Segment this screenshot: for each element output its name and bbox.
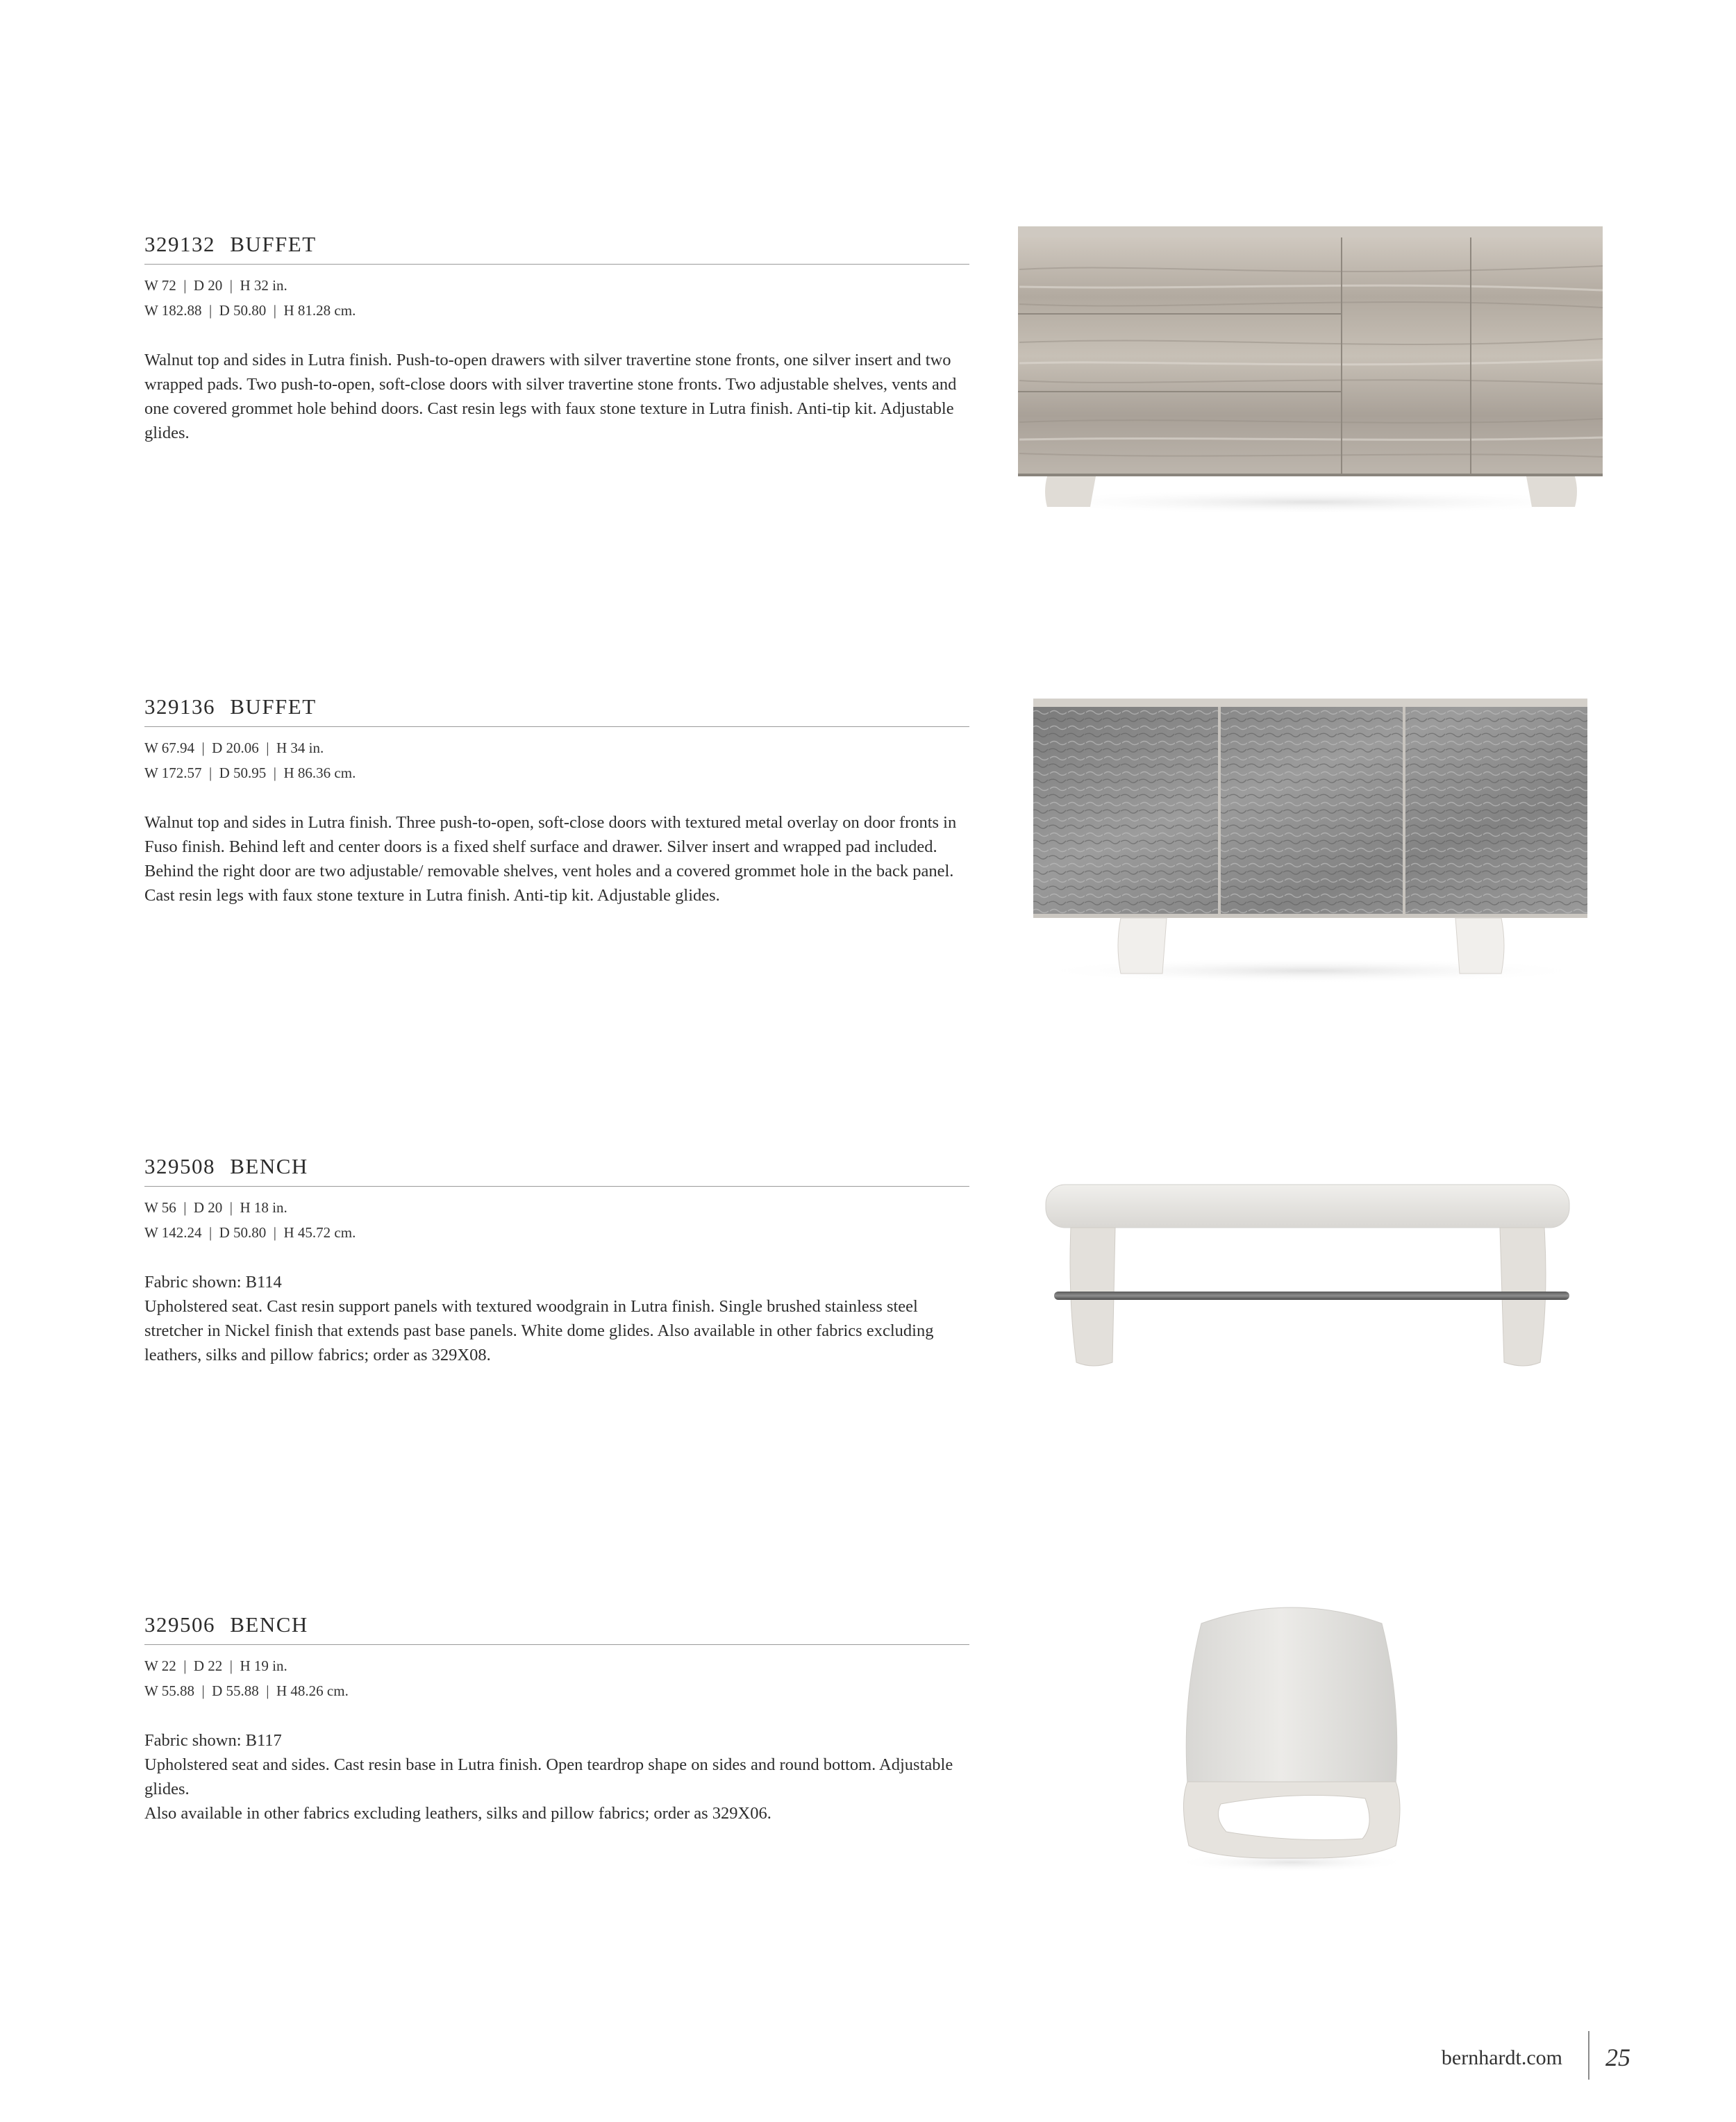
footer-website: bernhardt.com	[1441, 2046, 1562, 2069]
product-availability: Also available in other fabrics excluding leathers, silks and pillow fabrics; order as 329X06.	[144, 1804, 771, 1823]
footer-divider	[1588, 2031, 1589, 2080]
dimensions-centimeters: W 172.57 | D 50.95 | H 86.36 cm.	[144, 765, 356, 781]
dimensions-inches: W 22 | D 22 | H 19 in.	[144, 1657, 287, 1674]
bench-upholstered-image	[1040, 1180, 1582, 1375]
product-code: 329508	[144, 1154, 215, 1178]
dimensions-centimeters: W 182.88 | D 50.80 | H 81.28 cm.	[144, 302, 356, 319]
product-description-block	[144, 810, 969, 908]
product-title	[144, 1153, 969, 1187]
buffet-textured-metal-image	[1030, 693, 1593, 985]
product-dimensions	[144, 1195, 969, 1245]
product-description: Upholstered seat and sides. Cast resin base in Lutra finish. Open teardrop shape on sides and round bottom. Adjustable glides.	[144, 1755, 953, 1798]
product-name: BUFFET	[230, 232, 317, 256]
product-description: Upholstered seat. Cast resin support panels with textured woodgrain in Lutra finish. Single brushed stainless steel stretcher in Nickel finish that extends past base panels. White dome glides. Also available in other fabrics excluding leathers, silks and pillow fabrics; order as 329X08.	[144, 1297, 934, 1364]
product-title	[144, 693, 969, 727]
dimensions-centimeters: W 142.24 | D 50.80 | H 45.72 cm.	[144, 1224, 356, 1241]
product-fabric: Fabric shown: B114	[144, 1273, 282, 1292]
dimensions-inches: W 56 | D 20 | H 18 in.	[144, 1199, 287, 1216]
product-description-block	[144, 348, 969, 445]
product-name: BENCH	[230, 1612, 308, 1637]
product-code: 329132	[144, 232, 215, 256]
product-code: 329136	[144, 694, 215, 719]
product-dimensions	[144, 273, 969, 323]
product-description-block	[144, 1728, 969, 1826]
product-fabric: Fabric shown: B117	[144, 1731, 282, 1750]
product-description: Walnut top and sides in Lutra finish. Push-to-open drawers with silver travertine stone fronts, one silver insert and two wrapped pads. Two push-to-open, soft-close doors with silver travertine stone fronts. Two adjustable shelves, vents and one covered grommet hole behind doors. Cast resin legs with faux stone texture in Lutra finish. Anti-tip kit. Adjustable glides.	[144, 351, 957, 442]
dimensions-inches: W 67.94 | D 20.06 | H 34 in.	[144, 740, 324, 756]
dimensions-inches: W 72 | D 20 | H 32 in.	[144, 277, 287, 294]
bench-teardrop-image	[1160, 1596, 1424, 1873]
product-name: BENCH	[230, 1154, 308, 1178]
product-dimensions	[144, 735, 969, 785]
product-description: Walnut top and sides in Lutra finish. Three push-to-open, soft-close doors with textured metal overlay on door fronts in Fuso finish. Behind left and center doors is a fixed shelf surface and drawer. Silver insert and wrapped pad included. Behind the right door are two adjustable/ removable shelves, vent holes and a covered grommet hole in the back panel. Cast resin legs with faux stone texture in Lutra finish. Anti-tip kit. Adjustable glides.	[144, 813, 957, 905]
product-title	[144, 1611, 969, 1645]
buffet-travertine-image	[1012, 221, 1610, 512]
page-number: 25	[1605, 2044, 1630, 2071]
product-dimensions	[144, 1653, 969, 1703]
product-title	[144, 231, 969, 265]
product-description-block	[144, 1270, 969, 1367]
dimensions-centimeters: W 55.88 | D 55.88 | H 48.26 cm.	[144, 1682, 349, 1699]
product-name: BUFFET	[230, 694, 317, 719]
product-code: 329506	[144, 1612, 215, 1637]
